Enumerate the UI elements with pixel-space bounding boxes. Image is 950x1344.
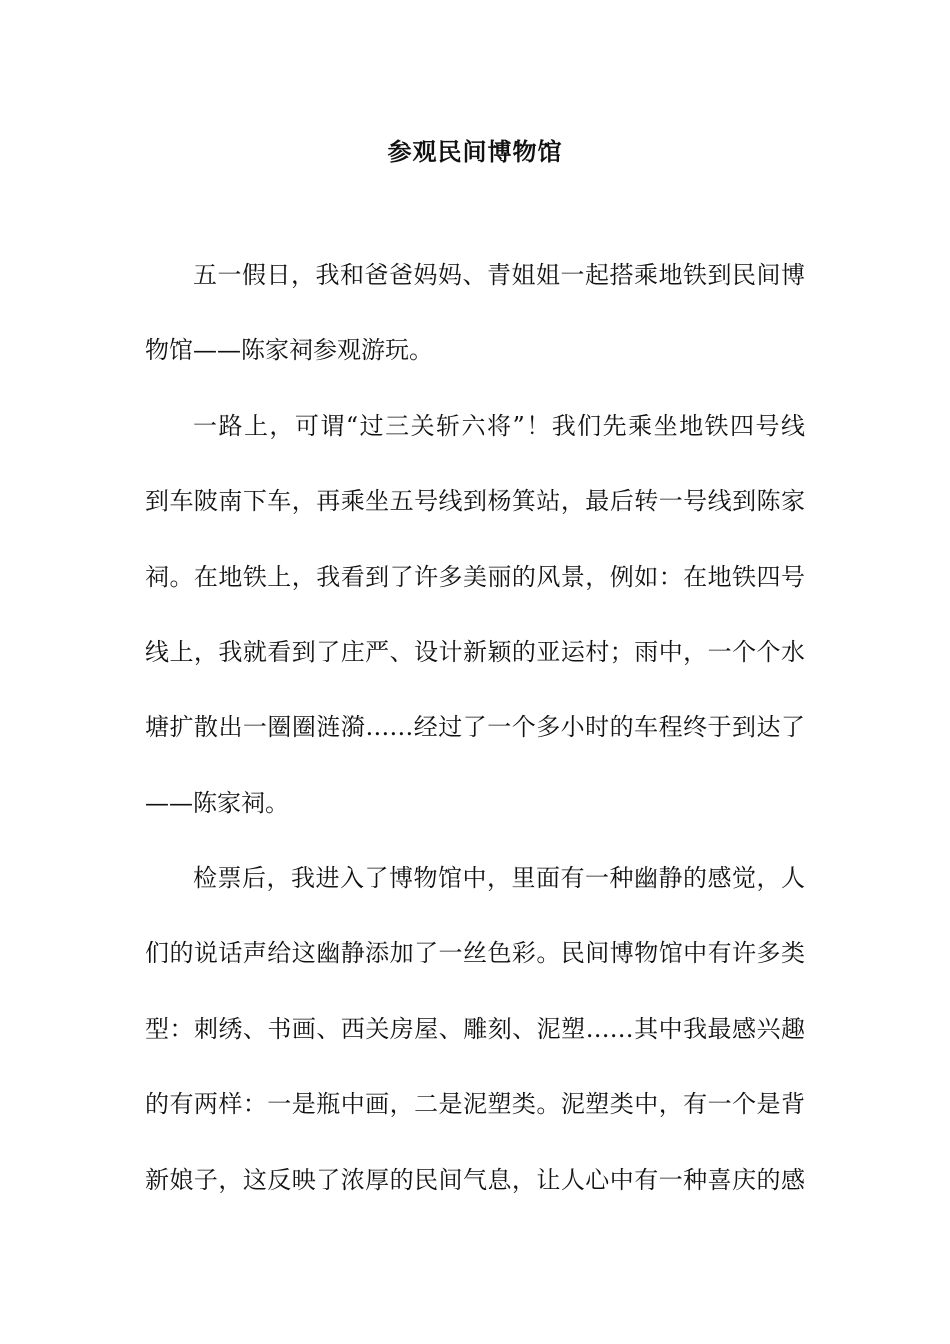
paragraph-2-line-6: ——陈家祠。	[145, 789, 289, 817]
paragraph-2-line-2: 到车陂南下车，再乘坐五号线到杨箕站，最后转一号线到陈家	[145, 487, 805, 515]
paragraph-3-line-3: 型：刺绣、书画、西关房屋、雕刻、泥塑……其中我最感兴趣	[145, 1015, 805, 1043]
paragraph-3-line-1: 检票后，我进入了博物馆中，里面有一种幽静的感觉，人	[193, 864, 805, 892]
paragraph-1-line-1: 五一假日，我和爸爸妈妈、青姐姐一起搭乘地铁到民间博	[193, 261, 805, 289]
paragraph-2-line-4: 线上，我就看到了庄严、设计新颖的亚运村；雨中，一个个水	[145, 638, 805, 666]
paragraph-2-line-3: 祠。在地铁上，我看到了许多美丽的风景，例如：在地铁四号	[145, 563, 805, 591]
document-title: 参观民间博物馆	[387, 137, 563, 166]
paragraph-2-line-1: 一路上，可谓“过三关斩六将”！我们先乘坐地铁四号线	[193, 412, 805, 440]
paragraph-3-line-4: 的有两样：一是瓶中画，二是泥塑类。泥塑类中，有一个是背	[145, 1090, 805, 1118]
paragraph-3-line-5: 新娘子，这反映了浓厚的民间气息，让人心中有一种喜庆的感	[145, 1166, 805, 1194]
paragraph-2-line-5: 塘扩散出一圈圈涟漪……经过了一个多小时的车程终于到达了	[145, 713, 805, 741]
paragraph-3-line-2: 们的说话声给这幽静添加了一丝色彩。民间博物馆中有许多类	[145, 939, 805, 967]
paragraph-1-line-2: 物馆——陈家祠参观游玩。	[145, 336, 433, 364]
